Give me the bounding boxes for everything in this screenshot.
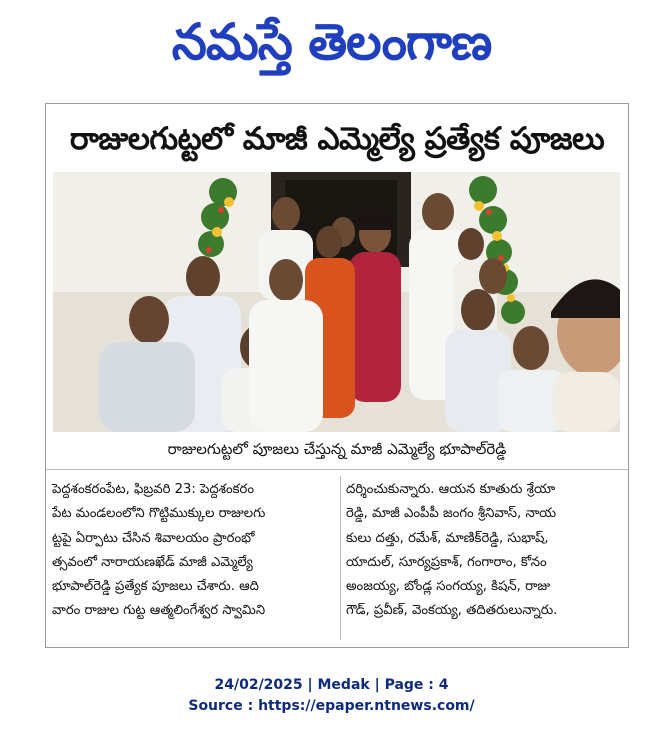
article-text-line: ట్టపై ఏర్పాటు చేసిన శివాలయం ప్రారంభో [52,530,255,546]
article-text-line: కులు దత్తు, రమేశ్, మాణిక్‌రెడ్డి, సుభాష్, [346,530,549,546]
article-text-line: వారం రాజుల గుట్ట ఆత్మలింగేశ్వర స్వామిని [52,603,266,619]
article-text-line: త్సవంలో నారాయణఖేడ్ మాజీ ఎమ్మెల్యే [52,554,253,570]
article-photo [53,172,620,432]
article-text-line: పేట మండలంలోని గొట్టిముక్కుల రాజులగు [52,506,266,522]
article-text-line: దర్శించుకున్నారు. ఆయన కూతురు శ్రేయా [346,482,556,497]
footer-source-link[interactable]: Source : https://epaper.ntnews.com/ [188,698,475,714]
photo-caption: రాజులగుట్టలో పూజలు చేస్తున్న మాజీ ఎమ్మెల్యే భూపాల్‌రెడ్డి [167,440,507,458]
news-clipping [45,103,629,648]
article-text-line: భూపాల్‌రెడ్డి ప్రత్యేక పూజలు చేశారు. ఆది [52,579,259,595]
caption-divider [46,469,628,470]
article-column-2 [346,478,626,624]
article-text-line: రెడ్డి, మాజీ ఎంపీపీ జంగం శ్రీనివాస్, నాయ [346,506,557,522]
footer-date-edition: 24/02/2025 | Medak | Page : 4 [214,677,449,693]
column-divider [340,476,341,640]
article-text-line: యాదుల్, సూర్యప్రకాశ్, గంగారాం, కోనం [346,554,547,570]
article-text-line: పెద్దశంకరంపేట, ఫిబ్రవరి 23: పెద్దశంకరం [52,482,255,497]
article-text-line: గౌడ్, ప్రవీణ్, వెంకయ్య, తదితరులున్నారు. [346,603,558,619]
article-text-line: అంజయ్య, బోండ్ల సంగయ్య, కిషన్, రాజు [346,579,551,595]
article-headline: రాజులగుట్టలో మాజీ ఎమ్మెల్యే ప్రత్యేక పూజలు [69,121,605,157]
article-column-1 [52,478,332,624]
masthead-logo: నమస్తే తెలంగాణ [171,13,492,71]
